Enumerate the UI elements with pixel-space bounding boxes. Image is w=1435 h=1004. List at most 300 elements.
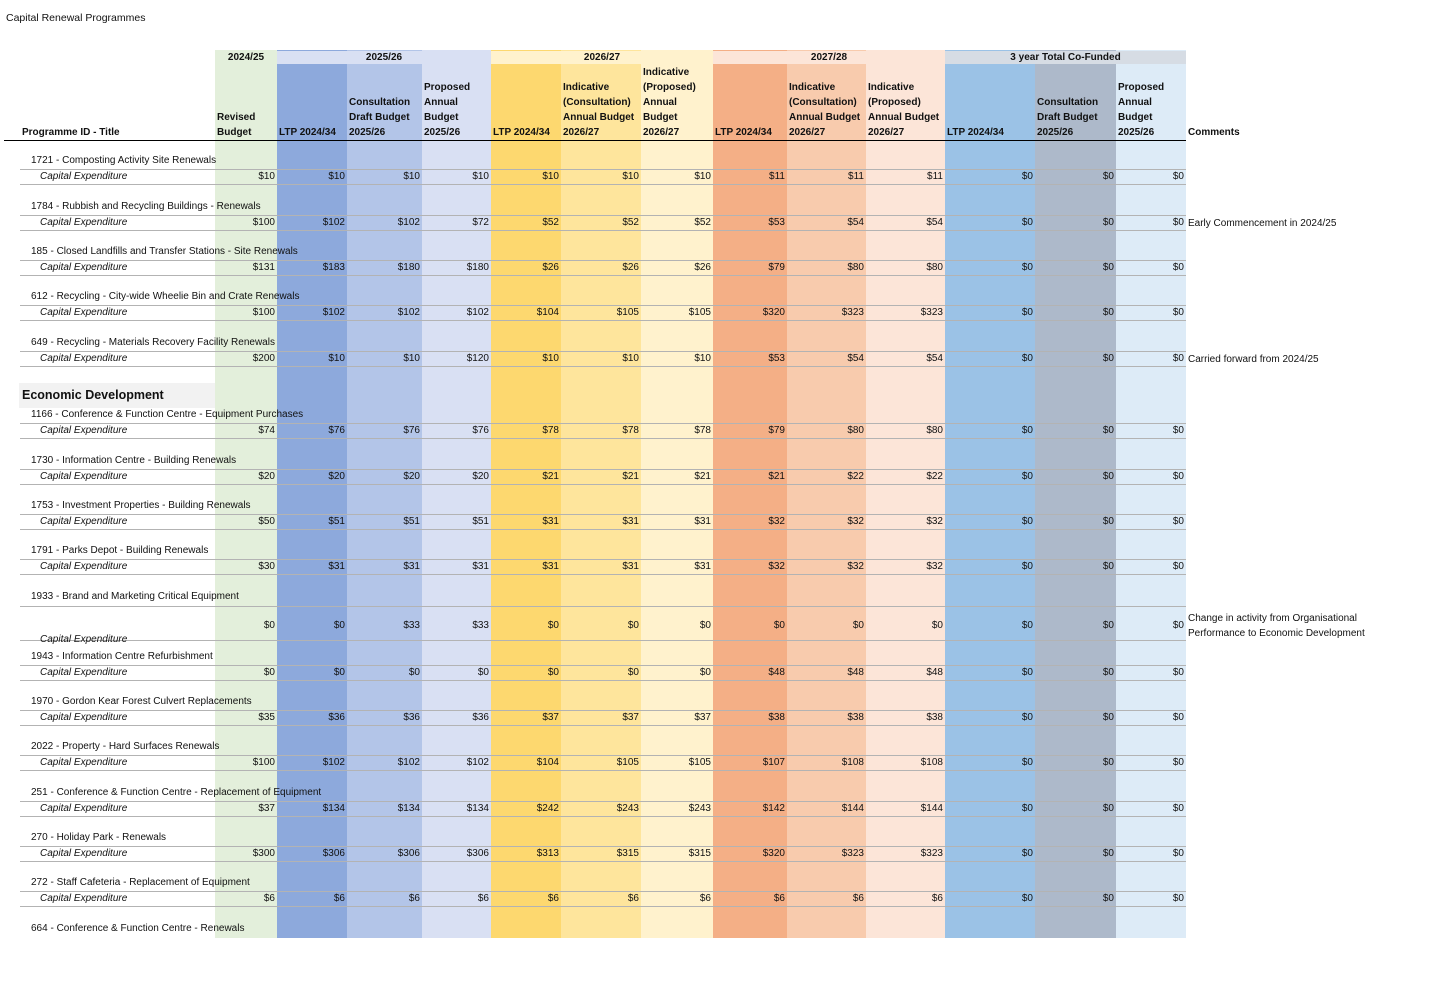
value-cell: $6 — [333, 893, 345, 904]
value-cell: $107 — [762, 757, 785, 768]
row-label: Capital Expenditure — [40, 516, 128, 527]
column-header-12: Consultation Draft Budget 2025/26 — [1037, 97, 1099, 138]
value-cell: $33 — [472, 620, 489, 631]
row-label: Capital Expenditure — [40, 171, 128, 182]
value-cell: $31 — [694, 561, 711, 572]
value-cell: $180 — [397, 262, 420, 273]
value-cell: $6 — [627, 893, 639, 904]
row-label: Capital Expenditure — [40, 262, 128, 273]
value-cell: $0 — [1021, 561, 1033, 572]
value-cell: $10 — [694, 353, 711, 364]
value-cell: $142 — [762, 803, 785, 814]
row-label: Capital Expenditure — [40, 803, 128, 814]
value-cell: $0 — [263, 667, 275, 678]
value-cell: $54 — [926, 353, 943, 364]
value-cell: $37 — [694, 712, 711, 723]
value-cell: $54 — [926, 217, 943, 228]
value-cell: $37 — [542, 712, 559, 723]
value-cell: $53 — [768, 353, 785, 364]
value-cell: $26 — [622, 262, 639, 273]
value-cell: $22 — [926, 471, 943, 482]
row-label: Capital Expenditure — [40, 217, 128, 228]
value-cell: $315 — [616, 848, 639, 859]
value-cell: $306 — [466, 848, 489, 859]
programme-title: 272 - Staff Cafeteria - Replacement of Equipment — [31, 877, 250, 888]
value-cell: $323 — [920, 848, 943, 859]
value-cell: $31 — [694, 516, 711, 527]
programme-title: 185 - Closed Landfills and Transfer Stations - Site Renewals — [31, 246, 298, 257]
column-header-5: LTP 2024/34 — [493, 127, 550, 138]
value-cell: $10 — [472, 171, 489, 182]
value-cell: $0 — [333, 620, 345, 631]
value-cell: $0 — [1172, 217, 1184, 228]
value-cell: $6 — [699, 893, 711, 904]
row-comment: Early Commencement in 2024/25 — [1188, 218, 1337, 229]
value-cell: $100 — [252, 307, 275, 318]
value-cell: $80 — [847, 262, 864, 273]
value-cell: $0 — [1102, 803, 1114, 814]
row-divider-top — [20, 169, 1186, 170]
value-cell: $131 — [252, 262, 275, 273]
row-divider-bottom — [20, 680, 1186, 681]
value-cell: $0 — [1102, 425, 1114, 436]
row-label: Capital Expenditure — [40, 848, 128, 859]
programme-title: 1166 - Conference & Function Centre - Equipment Purchases — [31, 409, 304, 420]
programme-title: 1730 - Information Centre - Building Renewals — [31, 455, 237, 466]
row-label: Capital Expenditure — [40, 353, 128, 364]
value-cell: $108 — [920, 757, 943, 768]
row-divider-top — [20, 260, 1186, 261]
row-divider-bottom — [20, 484, 1186, 485]
value-cell: $79 — [768, 262, 785, 273]
row-divider-top — [20, 215, 1186, 216]
value-cell: $0 — [1021, 893, 1033, 904]
column-header-2: LTP 2024/34 — [279, 127, 336, 138]
value-cell: $37 — [622, 712, 639, 723]
column-header-6: Indicative (Consultation) Annual Budget 2026/27 — [563, 82, 635, 138]
column-header-7: Indicative (Proposed) Annual Budget 2026/27 — [643, 67, 696, 138]
value-cell: $0 — [627, 667, 639, 678]
value-cell: $105 — [616, 757, 639, 768]
year-category-2: 2025/26 — [277, 51, 491, 64]
row-label: Capital Expenditure — [40, 561, 128, 572]
value-cell: $0 — [852, 620, 864, 631]
value-cell: $0 — [1102, 848, 1114, 859]
value-cell: $51 — [328, 516, 345, 527]
value-cell: $6 — [408, 893, 420, 904]
row-divider-bottom — [20, 861, 1186, 862]
value-cell: $180 — [466, 262, 489, 273]
value-cell: $0 — [1021, 620, 1033, 631]
value-cell: $0 — [1172, 353, 1184, 364]
row-divider-top — [20, 559, 1186, 560]
value-cell: $6 — [263, 893, 275, 904]
value-cell: $38 — [768, 712, 785, 723]
value-cell: $0 — [1102, 217, 1114, 228]
year-category-5: 3 year Total Co-Funded — [945, 51, 1186, 64]
column-header-9: Indicative (Consultation) Annual Budget 2026/27 — [789, 82, 861, 138]
programme-title: 1753 - Investment Properties - Building Renewals — [31, 500, 251, 511]
value-cell: $21 — [694, 471, 711, 482]
value-cell: $78 — [542, 425, 559, 436]
value-cell: $0 — [627, 620, 639, 631]
row-divider-bottom — [20, 320, 1186, 321]
value-cell: $102 — [397, 307, 420, 318]
row-label: Capital Expenditure — [40, 712, 128, 723]
value-cell: $31 — [622, 516, 639, 527]
value-cell: $32 — [926, 516, 943, 527]
value-cell: $0 — [1172, 561, 1184, 572]
value-cell: $242 — [536, 803, 559, 814]
value-cell: $20 — [403, 471, 420, 482]
value-cell: $313 — [536, 848, 559, 859]
value-cell: $0 — [1172, 307, 1184, 318]
value-cell: $20 — [472, 471, 489, 482]
row-label: Capital Expenditure — [40, 757, 128, 768]
value-cell: $53 — [768, 217, 785, 228]
column-header-10: Indicative (Proposed) Annual Budget 2026/27 — [868, 82, 940, 138]
row-label: Capital Expenditure — [40, 471, 128, 482]
value-cell: $0 — [1102, 307, 1114, 318]
value-cell: $0 — [547, 667, 559, 678]
value-cell: $100 — [252, 217, 275, 228]
programme-title: 612 - Recycling - City-wide Wheelie Bin and Crate Renewals — [31, 291, 300, 302]
row-divider-top — [20, 351, 1186, 352]
value-cell: $0 — [1102, 712, 1114, 723]
value-cell: $26 — [542, 262, 559, 273]
value-cell: $20 — [328, 471, 345, 482]
section-title: Economic Development — [22, 388, 164, 402]
value-cell: $108 — [841, 757, 864, 768]
value-cell: $6 — [852, 893, 864, 904]
column-header-3: Consultation Draft Budget 2025/26 — [349, 97, 411, 138]
value-cell: $11 — [927, 171, 943, 182]
year-category-4: 2027/28 — [713, 51, 945, 64]
value-cell: $0 — [1021, 425, 1033, 436]
value-cell: $52 — [542, 217, 559, 228]
row-divider-top — [20, 423, 1186, 424]
column-header-11: LTP 2024/34 — [947, 127, 1004, 138]
row-label: Capital Expenditure — [40, 893, 128, 904]
value-cell: $0 — [333, 667, 345, 678]
value-cell: $0 — [1102, 620, 1114, 631]
value-cell: $38 — [926, 712, 943, 723]
value-cell: $26 — [694, 262, 711, 273]
value-cell: $243 — [616, 803, 639, 814]
value-cell: $0 — [1172, 620, 1184, 631]
row-divider-top — [20, 514, 1186, 515]
programme-title: 270 - Holiday Park - Renewals — [31, 832, 167, 843]
value-cell: $51 — [472, 516, 489, 527]
value-cell: $0 — [773, 620, 785, 631]
value-cell: $72 — [472, 217, 489, 228]
value-cell: $80 — [847, 425, 864, 436]
row-divider-bottom — [20, 816, 1186, 817]
value-cell: $306 — [322, 848, 345, 859]
value-cell: $306 — [397, 848, 420, 859]
value-cell: $105 — [616, 307, 639, 318]
value-cell: $6 — [477, 893, 489, 904]
value-cell: $6 — [773, 893, 785, 904]
value-cell: $102 — [466, 757, 489, 768]
programme-title: 1933 - Brand and Marketing Critical Equipment — [31, 591, 239, 602]
column-header-1: Revised Budget — [217, 112, 256, 138]
value-cell: $48 — [847, 667, 864, 678]
value-cell: $10 — [542, 353, 559, 364]
value-cell: $10 — [622, 171, 639, 182]
value-cell: $0 — [477, 667, 489, 678]
row-divider-bottom — [20, 574, 1186, 575]
value-cell: $144 — [920, 803, 943, 814]
value-cell: $78 — [694, 425, 711, 436]
value-cell: $0 — [1172, 893, 1184, 904]
value-cell: $200 — [252, 353, 275, 364]
value-cell: $6 — [547, 893, 559, 904]
value-cell: $31 — [328, 561, 345, 572]
value-cell: $76 — [328, 425, 345, 436]
value-cell: $0 — [1102, 757, 1114, 768]
value-cell: $320 — [762, 848, 785, 859]
value-cell: $102 — [322, 757, 345, 768]
value-cell: $6 — [931, 893, 943, 904]
value-cell: $0 — [408, 667, 420, 678]
year-category-1: 2024/25 — [215, 51, 277, 64]
value-cell: $0 — [1021, 307, 1033, 318]
programme-title: 649 - Recycling - Materials Recovery Facility Renewals — [31, 337, 275, 348]
value-cell: $0 — [1102, 262, 1114, 273]
programme-title: 664 - Conference & Function Centre - Renewals — [31, 923, 245, 934]
value-cell: $30 — [258, 561, 275, 572]
column-header-13: Proposed Annual Budget 2025/26 — [1118, 82, 1165, 138]
value-cell: $105 — [688, 757, 711, 768]
value-cell: $102 — [397, 217, 420, 228]
row-divider-top — [20, 469, 1186, 470]
value-cell: $32 — [926, 561, 943, 572]
value-cell: $134 — [466, 803, 489, 814]
value-cell: $323 — [841, 307, 864, 318]
value-cell: $0 — [1172, 667, 1184, 678]
value-cell: $36 — [472, 712, 489, 723]
value-cell: $32 — [768, 561, 785, 572]
value-cell: $183 — [322, 262, 345, 273]
value-cell: $0 — [547, 620, 559, 631]
value-cell: $33 — [403, 620, 420, 631]
section-economic-development — [19, 383, 215, 408]
row-divider-bottom — [20, 230, 1186, 231]
value-cell: $0 — [1021, 757, 1033, 768]
value-cell: $0 — [1102, 561, 1114, 572]
value-cell: $21 — [768, 471, 785, 482]
column-header-8: LTP 2024/34 — [715, 127, 772, 138]
value-cell: $102 — [322, 307, 345, 318]
value-cell: $144 — [841, 803, 864, 814]
programme-title: 2022 - Property - Hard Surfaces Renewals — [31, 741, 220, 752]
value-cell: $10 — [328, 171, 345, 182]
value-cell: $0 — [699, 620, 711, 631]
value-cell: $48 — [926, 667, 943, 678]
row-label: Capital Expenditure — [40, 425, 128, 436]
column-header-4: Proposed Annual Budget 2025/26 — [424, 82, 471, 138]
value-cell: $0 — [1102, 471, 1114, 482]
value-cell: $0 — [1172, 757, 1184, 768]
value-cell: $54 — [847, 353, 864, 364]
value-cell: $0 — [699, 667, 711, 678]
value-cell: $80 — [926, 425, 943, 436]
value-cell: $51 — [403, 516, 420, 527]
value-cell: $300 — [252, 848, 275, 859]
row-divider-top — [20, 710, 1186, 711]
value-cell: $0 — [1102, 171, 1114, 182]
row-divider-bottom — [20, 438, 1186, 439]
row-divider-bottom — [20, 640, 1186, 641]
value-cell: $0 — [1021, 217, 1033, 228]
row-divider-top — [20, 665, 1186, 666]
row-divider-top — [20, 755, 1186, 756]
value-cell: $36 — [403, 712, 420, 723]
value-cell: $32 — [847, 516, 864, 527]
value-cell: $11 — [769, 171, 785, 182]
value-cell: $320 — [762, 307, 785, 318]
value-cell: $10 — [694, 171, 711, 182]
value-cell: $32 — [768, 516, 785, 527]
value-cell: $0 — [1172, 712, 1184, 723]
value-cell: $0 — [1102, 893, 1114, 904]
value-cell: $0 — [1021, 471, 1033, 482]
document-title: Capital Renewal Programmes — [6, 12, 146, 24]
value-cell: $52 — [694, 217, 711, 228]
value-cell: $0 — [1021, 171, 1033, 182]
value-cell: $104 — [536, 757, 559, 768]
value-cell: $35 — [258, 712, 275, 723]
value-cell: $102 — [397, 757, 420, 768]
value-cell: $10 — [622, 353, 639, 364]
value-cell: $323 — [841, 848, 864, 859]
value-cell: $104 — [536, 307, 559, 318]
value-cell: $10 — [403, 171, 420, 182]
row-divider-bottom — [20, 906, 1186, 907]
value-cell: $21 — [622, 471, 639, 482]
value-cell: $243 — [688, 803, 711, 814]
value-cell: $0 — [1021, 262, 1033, 273]
value-cell: $0 — [1021, 712, 1033, 723]
programme-title: 1943 - Information Centre Refurbishment — [31, 651, 213, 662]
programme-title: 1791 - Parks Depot - Building Renewals — [31, 545, 209, 556]
value-cell: $0 — [1172, 848, 1184, 859]
value-cell: $31 — [403, 561, 420, 572]
row-label: Capital Expenditure — [40, 667, 128, 678]
value-cell: $31 — [472, 561, 489, 572]
value-cell: $315 — [688, 848, 711, 859]
value-cell: $0 — [1021, 353, 1033, 364]
value-cell: $102 — [466, 307, 489, 318]
year-category-3: 2026/27 — [491, 51, 713, 64]
value-cell: $0 — [1172, 516, 1184, 527]
value-cell: $48 — [768, 667, 785, 678]
value-cell: $0 — [1021, 667, 1033, 678]
programme-title: 251 - Conference & Function Centre - Replacement of Equipment — [31, 787, 322, 798]
value-cell: $76 — [472, 425, 489, 436]
value-cell: $323 — [920, 307, 943, 318]
value-cell: $0 — [1172, 425, 1184, 436]
value-cell: $79 — [768, 425, 785, 436]
value-cell: $0 — [1172, 803, 1184, 814]
value-cell: $52 — [622, 217, 639, 228]
value-cell: $0 — [1021, 848, 1033, 859]
value-cell: $10 — [403, 353, 420, 364]
value-cell: $31 — [542, 561, 559, 572]
value-cell: $0 — [1102, 667, 1114, 678]
programme-title: 1784 - Rubbish and Recycling Buildings - Renewals — [31, 201, 261, 212]
value-cell: $10 — [542, 171, 559, 182]
row-divider-top — [20, 606, 1186, 607]
value-cell: $102 — [322, 217, 345, 228]
value-cell: $105 — [688, 307, 711, 318]
value-cell: $36 — [328, 712, 345, 723]
value-cell: $11 — [848, 171, 864, 182]
row-label: Capital Expenditure — [40, 307, 128, 318]
value-cell: $31 — [622, 561, 639, 572]
value-cell: $80 — [926, 262, 943, 273]
value-cell: $0 — [1172, 471, 1184, 482]
header-divider — [4, 140, 1186, 141]
value-cell: $0 — [1021, 516, 1033, 527]
value-cell: $100 — [252, 757, 275, 768]
value-cell: $20 — [258, 471, 275, 482]
row-divider-top — [20, 801, 1186, 802]
value-cell: $134 — [397, 803, 420, 814]
value-cell: $78 — [622, 425, 639, 436]
value-cell: $10 — [258, 171, 275, 182]
value-cell: $37 — [258, 803, 275, 814]
value-cell: $22 — [847, 471, 864, 482]
value-cell: $54 — [847, 217, 864, 228]
value-cell: $134 — [322, 803, 345, 814]
row-comment: Change in activity from Organisational Performance to Economic Development — [1188, 613, 1365, 639]
row-divider-bottom — [20, 184, 1186, 185]
value-cell: $10 — [328, 353, 345, 364]
value-cell: $76 — [403, 425, 420, 436]
value-cell: $21 — [542, 471, 559, 482]
value-cell: $32 — [847, 561, 864, 572]
value-cell: $0 — [1102, 516, 1114, 527]
value-cell: $120 — [466, 353, 489, 364]
row-divider-bottom — [20, 529, 1186, 530]
value-cell: $50 — [258, 516, 275, 527]
value-cell: $38 — [847, 712, 864, 723]
value-cell: $0 — [931, 620, 943, 631]
row-divider-top — [20, 891, 1186, 892]
value-cell: $31 — [542, 516, 559, 527]
value-cell: $0 — [263, 620, 275, 631]
row-divider-bottom — [20, 366, 1186, 367]
value-cell: $0 — [1172, 171, 1184, 182]
row-divider-bottom — [20, 275, 1186, 276]
row-divider-top — [20, 846, 1186, 847]
row-comment: Carried forward from 2024/25 — [1188, 354, 1319, 365]
row-label: Capital Expenditure — [40, 634, 128, 645]
value-cell: $0 — [1102, 353, 1114, 364]
programme-title: 1970 - Gordon Kear Forest Culvert Replacements — [31, 696, 252, 707]
comments-column-header: Comments — [1188, 127, 1240, 138]
programme-column-header: Programme ID - Title — [22, 127, 120, 138]
value-cell: $0 — [1172, 262, 1184, 273]
programme-title: 1721 - Composting Activity Site Renewals — [31, 155, 217, 166]
value-cell: $74 — [258, 425, 275, 436]
row-divider-bottom — [20, 770, 1186, 771]
value-cell: $0 — [1021, 803, 1033, 814]
row-divider-bottom — [20, 725, 1186, 726]
row-divider-top — [20, 305, 1186, 306]
